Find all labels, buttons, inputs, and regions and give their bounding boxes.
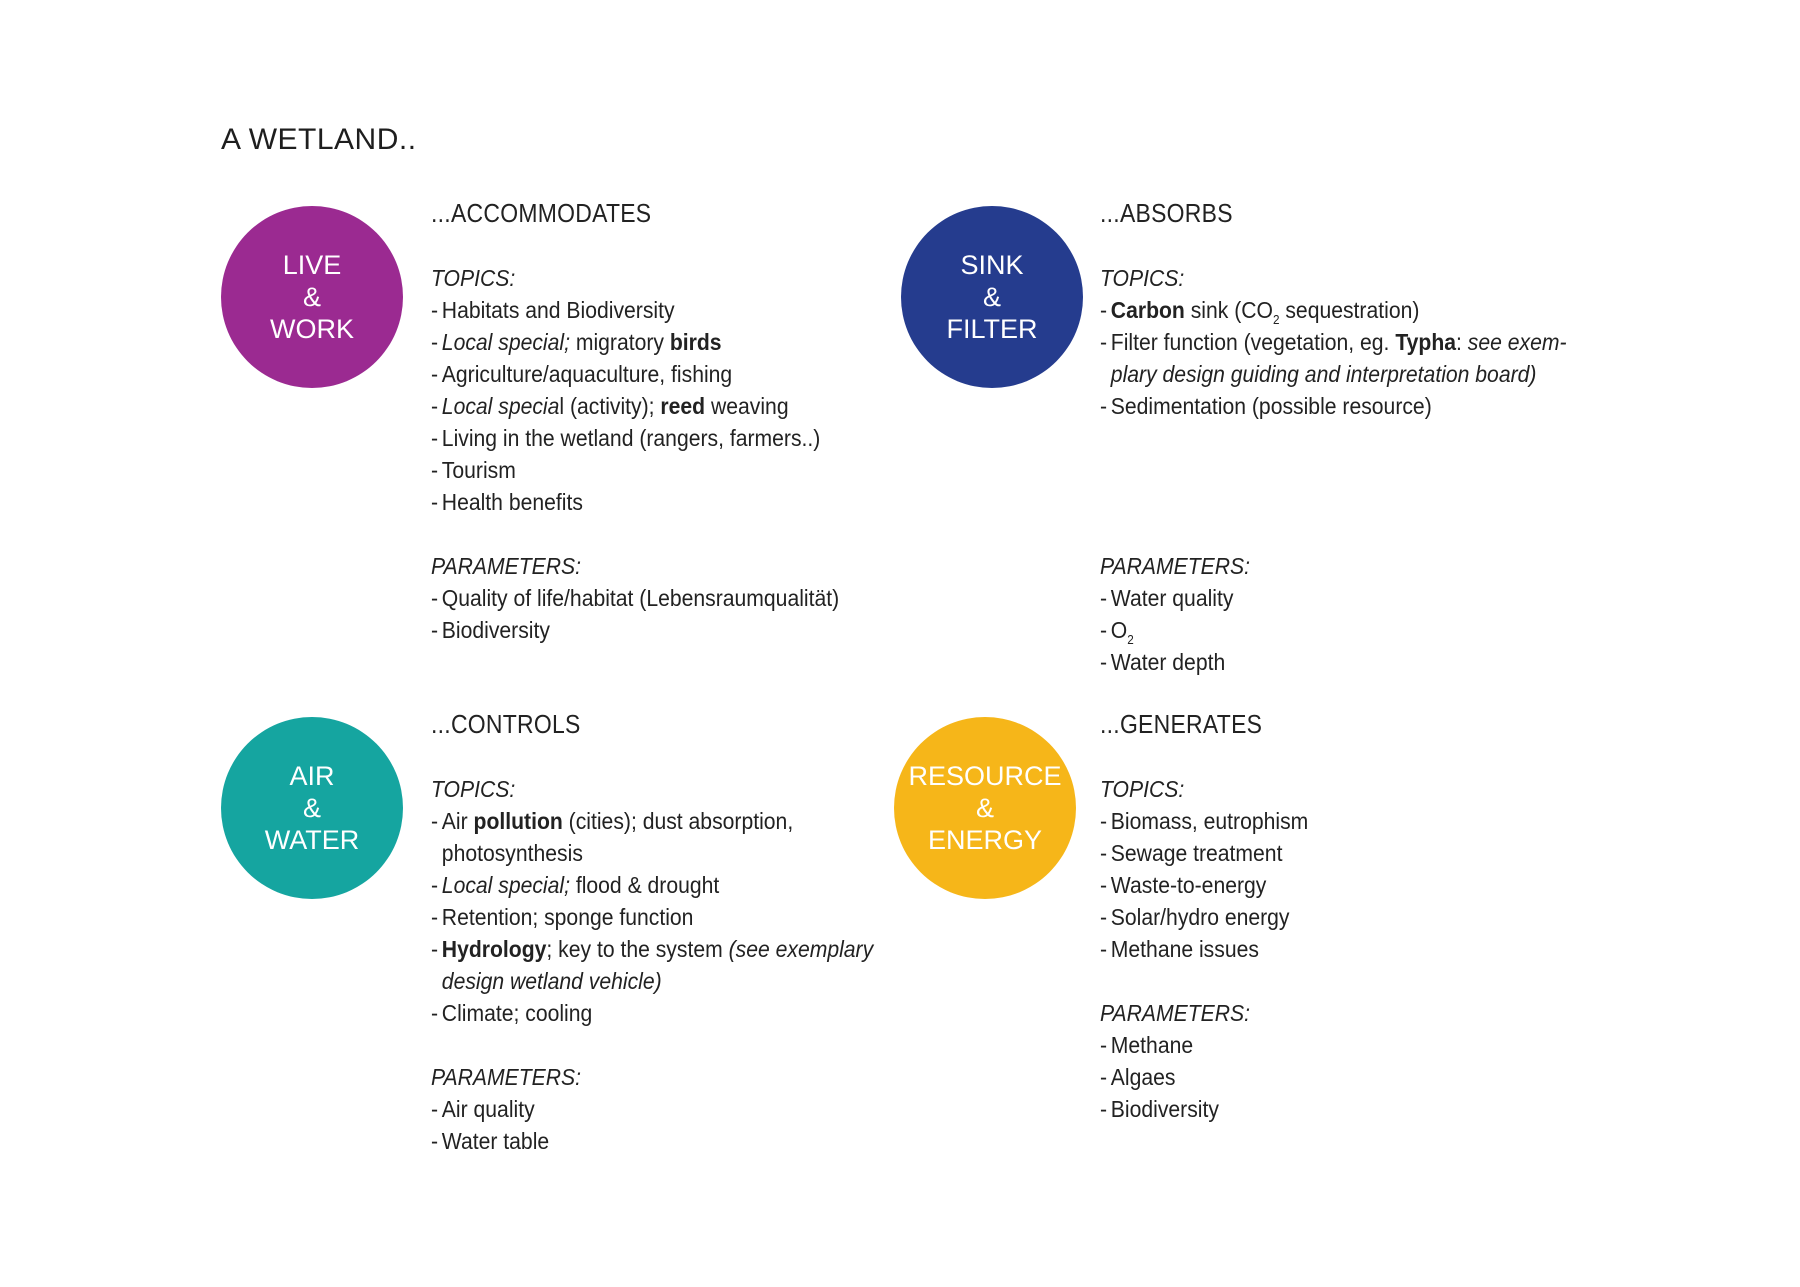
item-text: Solar/hydro energy [1110,904,1290,930]
item-text: Living in the wetland (rangers, farmers..) [441,425,821,451]
circle-label-line: RESOURCE [908,761,1062,791]
item-text: Biomass, eutrophism [1110,808,1309,834]
item-text: Water quality [1110,585,1234,611]
item-text: l (activity); [559,393,661,419]
list-item [1100,837,1550,869]
circle-label-line: & [982,282,1001,312]
item-text: photosynthesis [441,840,583,866]
accommodates-section [431,198,881,646]
parameters-label: PARAMETERS: [431,553,582,579]
item-text: sequestration) [1279,297,1420,323]
list-item [1100,1029,1550,1061]
circle-label-line: WATER [264,825,360,855]
topics-label: TOPICS: [1100,776,1185,802]
circle-label-line: & [302,282,321,312]
list-item [431,326,881,358]
circle-label-line: SINK [960,250,1024,280]
parameters-list [1100,1029,1550,1125]
item-text: Water depth [1110,649,1226,675]
section-heading: ...ACCOMMODATES [431,200,652,228]
list-item [431,933,881,997]
list-item [431,805,881,869]
parameters-label: PARAMETERS: [1100,1000,1251,1026]
item-text: Air quality [441,1096,535,1122]
item-text: Agriculture/aquaculture, fishing [441,361,733,387]
topics-list [1100,805,1550,965]
section-heading: ...GENERATES [1100,711,1263,739]
section-heading: ...CONTROLS [431,711,581,739]
topics-list [1100,294,1567,422]
item-text: migratory [569,329,670,355]
absorbs-section [1100,198,1567,678]
item-text: sink (CO [1184,297,1273,323]
item-text: Water table [441,1128,550,1154]
list-item [1100,805,1550,837]
list-item [1100,294,1550,326]
list-item [1100,933,1550,965]
sink-filter-circle [901,206,1083,388]
list-item [431,614,881,646]
item-text-bold: birds [669,329,722,355]
generates-section [1100,709,1550,1125]
parameters-list [431,1093,881,1157]
item-text: Algaes [1110,1064,1176,1090]
item-text-bold: pollution [473,808,563,834]
list-item [1100,646,1550,678]
list-item [431,486,881,518]
list-item [1100,869,1550,901]
topics-label: TOPICS: [1100,265,1185,291]
list-item [431,294,881,326]
circle-label-line: WORK [270,314,354,344]
item-text-italic: Local special; [441,872,570,898]
circle-label-line: AIR [289,761,335,791]
list-item [431,869,881,901]
topics-list [431,294,881,518]
item-text: Quality of life/habitat (Lebensraumqualität) [441,585,840,611]
item-text: ; key to the system [546,936,729,962]
item-text: Methane issues [1110,936,1259,962]
list-item [431,390,881,422]
circle-label-line: LIVE [282,250,342,280]
list-item [431,1093,881,1125]
item-text-italic: design wetland vehicle) [441,968,662,994]
list-item [1100,901,1550,933]
topics-list [431,805,881,1029]
parameters-list [431,582,881,646]
item-text: Methane [1110,1032,1194,1058]
item-text: Habitats and Biodiversity [441,297,675,323]
item-text: Air [441,808,474,834]
subscript: 2 [1127,632,1134,647]
item-text: : [1456,329,1468,355]
list-item [431,358,881,390]
item-text: Health benefits [441,489,583,515]
circle-label-line: ENERGY [927,825,1043,855]
section-heading: ...ABSORBS [1100,200,1233,228]
list-item [431,1125,881,1157]
item-text-italic: Local special; [441,329,570,355]
parameters-label: PARAMETERS: [1100,553,1251,579]
list-item [1100,582,1550,614]
list-item [431,582,881,614]
item-text-italic: Local specia [441,393,560,419]
item-text: Waste-to-energy [1110,872,1267,898]
item-text-italic: see exem- [1467,329,1567,355]
list-item [1100,614,1550,646]
list-item [1100,390,1550,422]
item-text: Biodiversity [1110,1096,1219,1122]
circle-label-line: & [302,793,321,823]
parameters-list [1100,582,1550,678]
item-text: O [1110,617,1128,643]
list-item [1100,1093,1550,1125]
circle-label-line: & [975,793,994,823]
item-text-bold: Hydrology [441,936,547,962]
item-text-bold: Typha [1395,329,1457,355]
list-item [1100,1061,1550,1093]
item-text: Filter function (vegetation, eg. [1110,329,1396,355]
item-text-bold: reed [660,393,706,419]
subscript: 2 [1272,312,1280,327]
item-text-italic: (see exemplary [728,936,874,962]
topics-label: TOPICS: [431,776,516,802]
list-item [1100,326,1567,390]
live-work-circle [221,206,403,388]
parameters-label: PARAMETERS: [431,1064,582,1090]
item-text: Climate; cooling [441,1000,593,1026]
resource-energy-circle [894,717,1076,899]
item-text: Biodiversity [441,617,550,643]
item-text: weaving [705,393,789,419]
list-item [431,997,881,1029]
item-text: (cities); dust absorption, [562,808,794,834]
list-item [431,454,881,486]
item-text: flood & drought [569,872,720,898]
item-text-bold: Carbon [1110,297,1185,323]
circle-label-line: FILTER [946,314,1038,344]
list-item [431,422,881,454]
item-text-italic: plary design guiding and interpretation board) [1110,361,1537,387]
air-water-circle [221,717,403,899]
item-text: Sedimentation (possible resource) [1110,393,1432,419]
list-item [431,901,881,933]
page-title: A WETLAND.. [221,123,417,156]
controls-section [431,709,881,1157]
item-text: Sewage treatment [1110,840,1283,866]
item-text: Retention; sponge function [441,904,694,930]
item-text: Tourism [441,457,516,483]
topics-label: TOPICS: [431,265,516,291]
